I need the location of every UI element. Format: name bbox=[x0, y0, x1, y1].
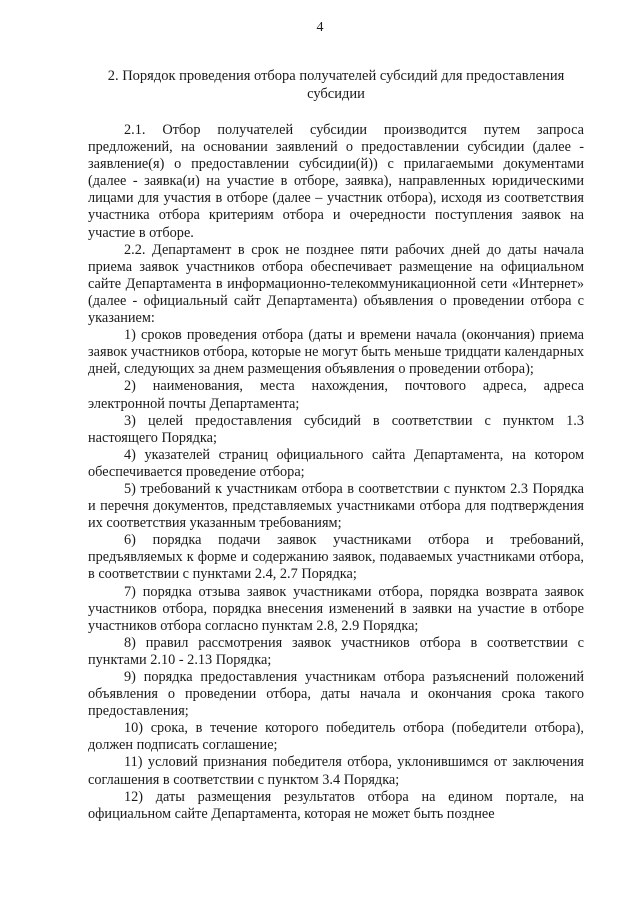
list-item-8: 8) правил рассмотрения заявок участников отбора в соответствии с пунктами 2.10 - 2.13 Порядка; bbox=[88, 634, 584, 668]
list-item-3: 3) целей предоставления субсидий в соответствии с пунктом 1.3 настоящего Порядка; bbox=[88, 412, 584, 446]
paragraph-2-2: 2.2. Департамент в срок не позднее пяти рабочих дней до даты начала приема заявок участников отбора обеспечивает размещение на официальном сайте Департамента в информационно-телекоммуникационной сети «Интернет» (далее - официальный сайт Департамента) объявления о проведении отбора с указанием: bbox=[88, 241, 584, 327]
section-title: 2. Порядок проведения отбора получателей субсидий для предоставления субсидии bbox=[107, 68, 565, 102]
list-item-12: 12) даты размещения результатов отбора на едином портале, на официальном сайте Департамента, которая не может быть позднее bbox=[88, 788, 584, 822]
list-item-5: 5) требований к участникам отбора в соответствии с пунктом 2.3 Порядка и перечня документов, представляемых участниками отбора для подтверждения их соответствия указанным требованиям; bbox=[88, 480, 584, 532]
page-number: 4 bbox=[316, 20, 324, 35]
paragraph-2-1: 2.1. Отбор получателей субсидии производится путем запроса предложений, на основании заявлений о предоставлении субсидии (далее - заявление(я) о предоставлении субсидии(й)) с прилагаемыми документами (далее - заявка(и) на участие в отборе, заявка), направленных юридическими лицами для участия в отборе (далее – участник отбора), исходя из соответствия участника отбора критериям отбора и очередности поступления заявок на участие в отборе. bbox=[88, 122, 584, 241]
list-item-7: 7) порядка отзыва заявок участниками отбора, порядка возврата заявок участников отбора, порядка внесения изменений в заявки на участие в отборе участников отбора согласно пунктам 2.8, 2.9 Порядка; bbox=[88, 583, 584, 634]
list-item-4: 4) указателей страниц официального сайта Департамента, на котором обеспечивается проведение отбора; bbox=[88, 446, 584, 480]
list-item-9: 9) порядка предоставления участникам отбора разъяснений положений объявления о проведении отбора, даты начала и окончания срока такого предоставления; bbox=[88, 669, 584, 720]
list-item-1: 1) сроков проведения отбора (даты и времени начала (окончания) приема заявок участников отбора, которые не могут быть меньше тридцати календарных дней, следующих за днем размещения объявления о проведении отбора); bbox=[88, 327, 584, 378]
document-body bbox=[88, 122, 584, 823]
list-item-11: 11) условий признания победителя отбора, уклонившимся от заключения соглашения в соответствии с пунктом 3.4 Порядка; bbox=[88, 754, 584, 788]
list-item-10: 10) срока, в течение которого победитель отбора (победители отбора), должен подписать соглашение; bbox=[88, 720, 584, 754]
list-item-2: 2) наименования, места нахождения, почтового адреса, адреса электронной почты Департамента; bbox=[88, 378, 584, 412]
list-item-6: 6) порядка подачи заявок участниками отбора и требований, предъявляемых к форме и содержанию заявок, подаваемых участниками отбора, в соответствии с пунктами 2.4, 2.7 Порядка; bbox=[88, 532, 584, 583]
